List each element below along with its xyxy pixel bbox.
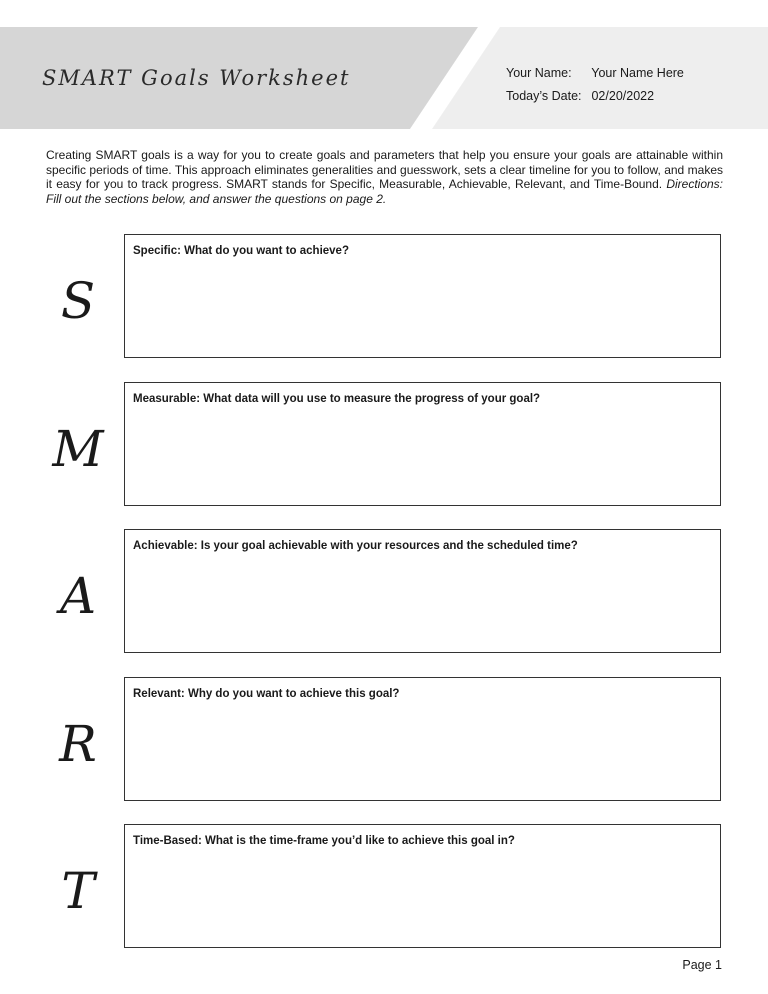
letter-m: M — [52, 420, 104, 478]
specific-question: Specific: What do you want to achieve? — [133, 245, 349, 257]
measurable-question: Measurable: What data will you use to measure the progress of your goal? — [133, 393, 541, 405]
relevant-box[interactable] — [124, 677, 721, 801]
letter-r: R — [59, 715, 97, 773]
date-row — [506, 89, 654, 103]
letter-t: T — [61, 862, 95, 920]
letter-a: A — [59, 567, 97, 625]
worksheet-title: SMART Goals Worksheet — [42, 66, 351, 90]
page-number: Page 1 — [682, 958, 722, 972]
relevant-question: Relevant: Why do you want to achieve this goal? — [133, 688, 400, 700]
name-row — [506, 66, 684, 80]
date-label: Today’s Date: — [506, 89, 582, 103]
time-based-question: Time-Based: What is the time-frame you’d like to achieve this goal in? — [133, 835, 515, 847]
achievable-box[interactable] — [124, 529, 721, 653]
name-field[interactable]: Your Name Here — [591, 66, 684, 80]
name-label: Your Name: — [506, 66, 572, 80]
intro-paragraph — [46, 148, 723, 206]
measurable-box[interactable] — [124, 382, 721, 506]
letter-s: S — [60, 272, 96, 330]
specific-box[interactable] — [124, 234, 721, 358]
achievable-question: Achievable: Is your goal achievable with your resources and the scheduled time? — [133, 540, 578, 552]
time-based-box[interactable] — [124, 824, 721, 948]
date-field[interactable]: 02/20/2022 — [591, 89, 655, 103]
intro-text: Creating SMART goals is a way for you to create goals and parameters that help you ensure your goals are attainable within specific periods of time. This approach eliminates generalities and guesswork, sets a clear timeline for you to follow, and makes it easy for you to track progress. SMART stands for Specific, Measurable, Achievable, Relevant, and Time-Bound. — [46, 148, 723, 191]
intro-directions: Directions: Fill out the sections below, and answer the questions on page 2. — [46, 177, 723, 206]
